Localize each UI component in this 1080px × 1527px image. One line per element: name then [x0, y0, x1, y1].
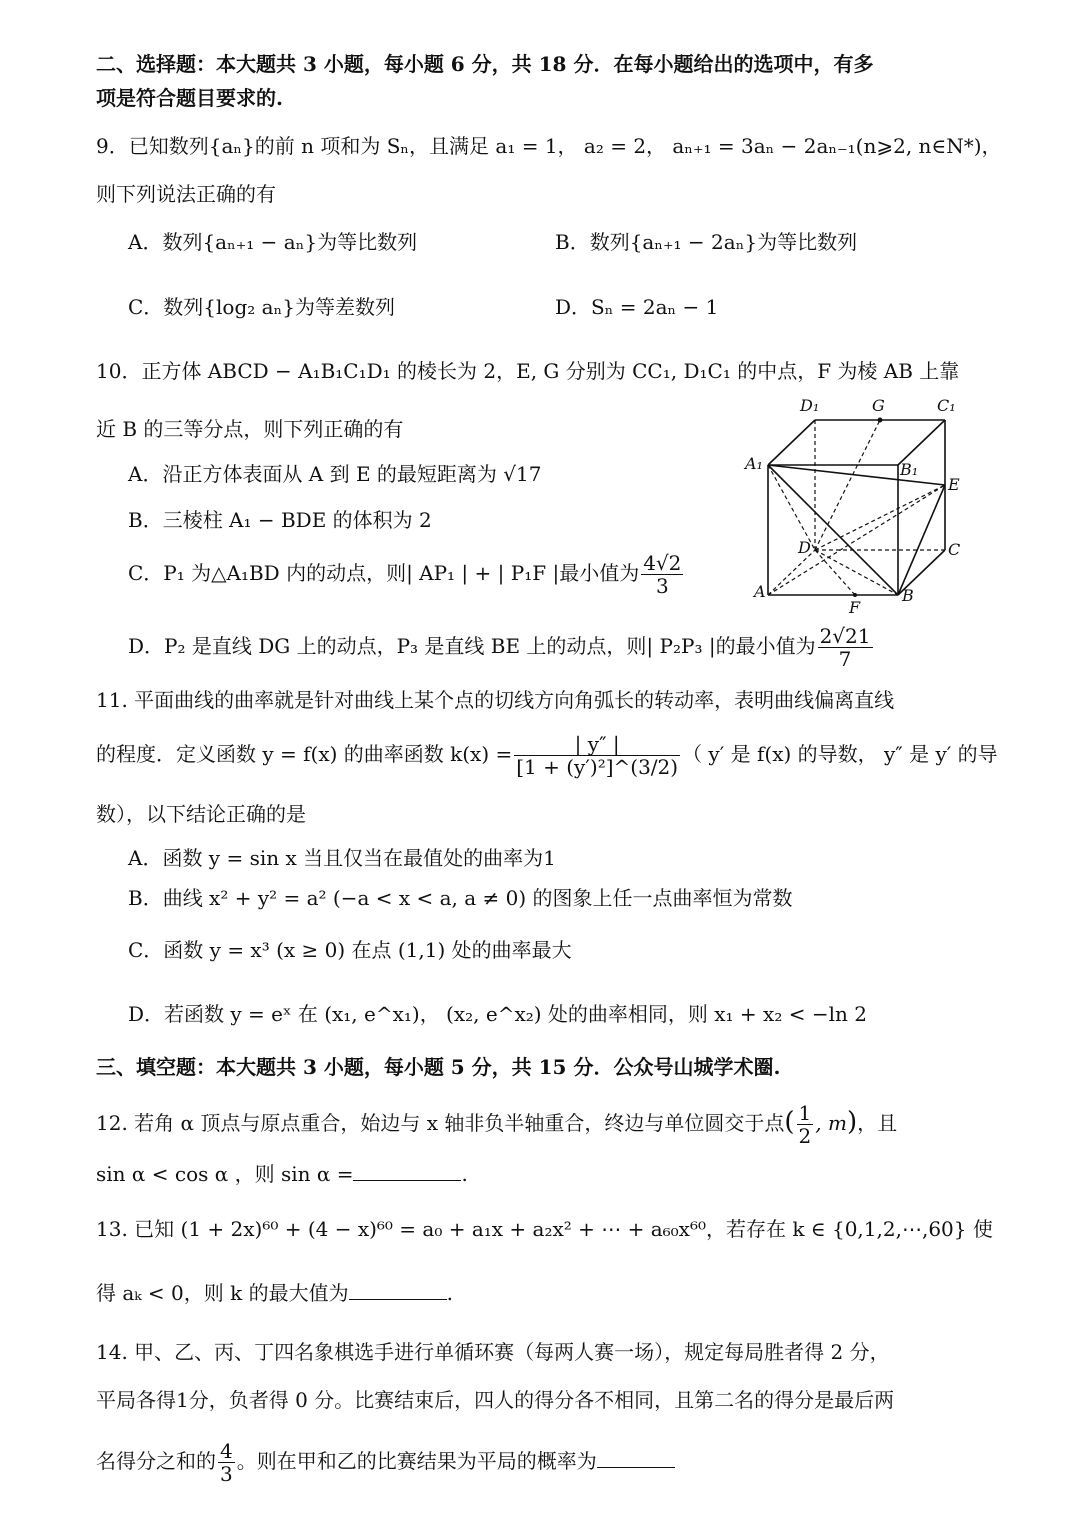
q9-option-a: A．数列{aₙ₊₁ − aₙ}为等比数列 — [128, 230, 418, 254]
q9-option-c: C．数列{log₂ aₙ}为等差数列 — [128, 295, 395, 319]
q9-stem-line1: 9．已知数列{aₙ}的前 n 项和为 Sₙ，且满足 a₁ = 1， a₂ = 2， aₙ₊₁ = 3aₙ − 2aₙ₋₁(n⩾2, n∈N*)， — [96, 134, 1002, 158]
q13-stem-line1: 13. 已知 (1 + 2x)⁶⁰ + (4 − x)⁶⁰ = a₀ + a₁x + a₂x² + ⋯ + a₆₀x⁶⁰，若存在 k ∈ {0,1,2,⋯,60} 使 — [96, 1217, 993, 1241]
cube-figure — [740, 395, 970, 620]
label-c: C — [948, 540, 961, 559]
section-3-heading: 三、填空题：本大题共 3 小题，每小题 5 分，共 15 分．公众号山城学术圈. — [96, 1055, 781, 1079]
q11-fraction-numerator: | y″ | — [514, 733, 680, 756]
q10-option-d-denominator: 7 — [838, 647, 852, 671]
q13-stem-line2 — [96, 1279, 453, 1307]
q13-answer-blank[interactable] — [349, 1299, 447, 1300]
q11-option-a: A．函数 y = sin x 当且仅当在最值处的曲率为1 — [128, 846, 556, 870]
q12-right-paren: ) — [846, 1107, 858, 1137]
q14-fraction — [218, 1440, 235, 1485]
label-d: D — [798, 538, 811, 557]
q11-option-d: D．若函数 y = eˣ 在 (x₁, e^x₁)， (x₂, e^x₂) 处的曲率相同，则 x₁ + x₂ < −ln 2 — [128, 1002, 867, 1026]
q12-point-numerator: 1 — [798, 1101, 812, 1125]
q14-fraction-numerator: 4 — [220, 1439, 233, 1463]
section-2-heading-line1: 二、选择题：本大题共 3 小题，每小题 6 分，共 18 分．在每小题给出的选项中，有多 — [96, 52, 874, 76]
label-b: B — [902, 586, 914, 605]
q14-answer-blank[interactable] — [597, 1467, 675, 1468]
label-a1: A₁ — [745, 454, 763, 473]
q10-option-b: B．三棱柱 A₁ − BDE 的体积为 2 — [128, 508, 432, 532]
q12-period: . — [461, 1162, 468, 1186]
q10-option-c-text: C．P₁ 为△A₁BD 内的动点，则| AP₁ | + | P₁F |最小值为 — [128, 561, 640, 585]
q12-stem-post: ，且 — [857, 1111, 898, 1135]
point-g-dot — [878, 418, 883, 423]
label-e: E — [948, 475, 960, 494]
q10-option-a: A．沿正方体表面从 A 到 E 的最短距离为 √17 — [128, 462, 542, 486]
q10-option-c — [128, 552, 685, 597]
label-b1: B₁ — [900, 460, 919, 479]
q14-stem-line1: 14. 甲、乙、丙、丁四名象棋选手进行单循环赛（每两人赛一场），规定每局胜者得 2 分， — [96, 1340, 890, 1364]
q13-period: . — [446, 1281, 453, 1305]
q11-stem-line2 — [96, 733, 998, 778]
q14-fraction-denominator: 3 — [220, 1462, 233, 1486]
q12-point-fraction — [797, 1102, 814, 1147]
q9-option-d: D．Sₙ = 2aₙ − 1 — [555, 295, 719, 319]
q10-option-d-fraction — [818, 625, 873, 670]
q10-option-d — [128, 625, 875, 670]
q14-stem-line3 — [96, 1440, 675, 1485]
q10-option-c-denominator: 3 — [655, 574, 669, 598]
label-d1: D₁ — [800, 396, 820, 415]
q9-option-b: B．数列{aₙ₊₁ − 2aₙ}为等比数列 — [555, 230, 858, 254]
q11-stem-line1: 11. 平面曲线的曲率就是针对曲线上某个点的切线方向角弧长的转动率，表明曲线偏离直线 — [96, 688, 895, 712]
q11-stem-line3: 数），以下结论正确的是 — [96, 802, 306, 826]
q14-stem-line3-pre: 名得分之和的 — [96, 1449, 216, 1473]
q11-option-b: B．曲线 x² + y² = a² (−a < x < a, a ≠ 0) 的图象上任一点曲率恒为常数 — [128, 886, 793, 910]
q10-option-d-numerator: 2√21 — [819, 624, 871, 648]
q12-point-m: , m — [815, 1111, 847, 1135]
q10-stem-line1: 10．正方体 ABCD − A₁B₁C₁D₁ 的棱长为 2，E, G 分别为 CC₁, D₁C₁ 的中点，F 为棱 AB 上靠 — [96, 359, 960, 383]
q14-stem-line3-post: 。则在甲和乙的比赛结果为平局的概率为 — [236, 1449, 597, 1473]
q12-answer-blank[interactable] — [353, 1180, 461, 1181]
q11-option-c: C．函数 y = x³ (x ≥ 0) 在点 (1,1) 处的曲率最大 — [128, 938, 572, 962]
q10-stem-line2: 近 B 的三等分点，则下列正确的有 — [96, 417, 404, 441]
q12-stem-pre: 12. 若角 α 顶点与原点重合，始边与 x 轴非负半轴重合，终边与单位圆交于点 — [96, 1111, 785, 1135]
q10-option-d-text: D．P₂ 是直线 DG 上的动点，P₃ 是直线 BE 上的动点，则| P₂P₃ |的最小值为 — [128, 634, 816, 658]
q10-option-c-fraction — [641, 552, 683, 597]
label-f: F — [849, 598, 861, 617]
q11-fraction-denominator: [1 + (y′)²]^(3/2) — [516, 755, 679, 779]
q12-stem-line2 — [96, 1160, 468, 1188]
label-g: G — [872, 396, 885, 415]
point-f-dot — [853, 593, 857, 597]
q9-stem-line2: 则下列说法正确的有 — [96, 182, 276, 206]
label-c1: C₁ — [937, 396, 956, 415]
section-2-heading-line2: 项是符合题目要求的. — [96, 86, 283, 110]
q10-option-c-numerator: 4√2 — [643, 551, 682, 575]
q11-stem-line2-post: （ y′ 是 f(x) 的导数， y″ 是 y′ 的导 — [682, 742, 998, 766]
q12-stem-line1 — [96, 1102, 897, 1147]
q12-point-denominator: 2 — [798, 1124, 812, 1148]
q13-condition: 得 aₖ < 0，则 k 的最大值为 — [96, 1281, 349, 1305]
q11-curvature-fraction — [514, 733, 680, 778]
q14-stem-line2: 平局各得1分，负者得 0 分。比赛结束后，四人的得分各不相同，且第二名的得分是最后两 — [96, 1388, 895, 1412]
label-a: A — [754, 582, 766, 601]
q11-stem-line2-pre: 的程度．定义函数 y = f(x) 的曲率函数 k(x) = — [96, 742, 513, 766]
q12-left-paren: ( — [784, 1107, 795, 1137]
q12-condition: sin α < cos α ，则 sin α = — [96, 1162, 354, 1186]
